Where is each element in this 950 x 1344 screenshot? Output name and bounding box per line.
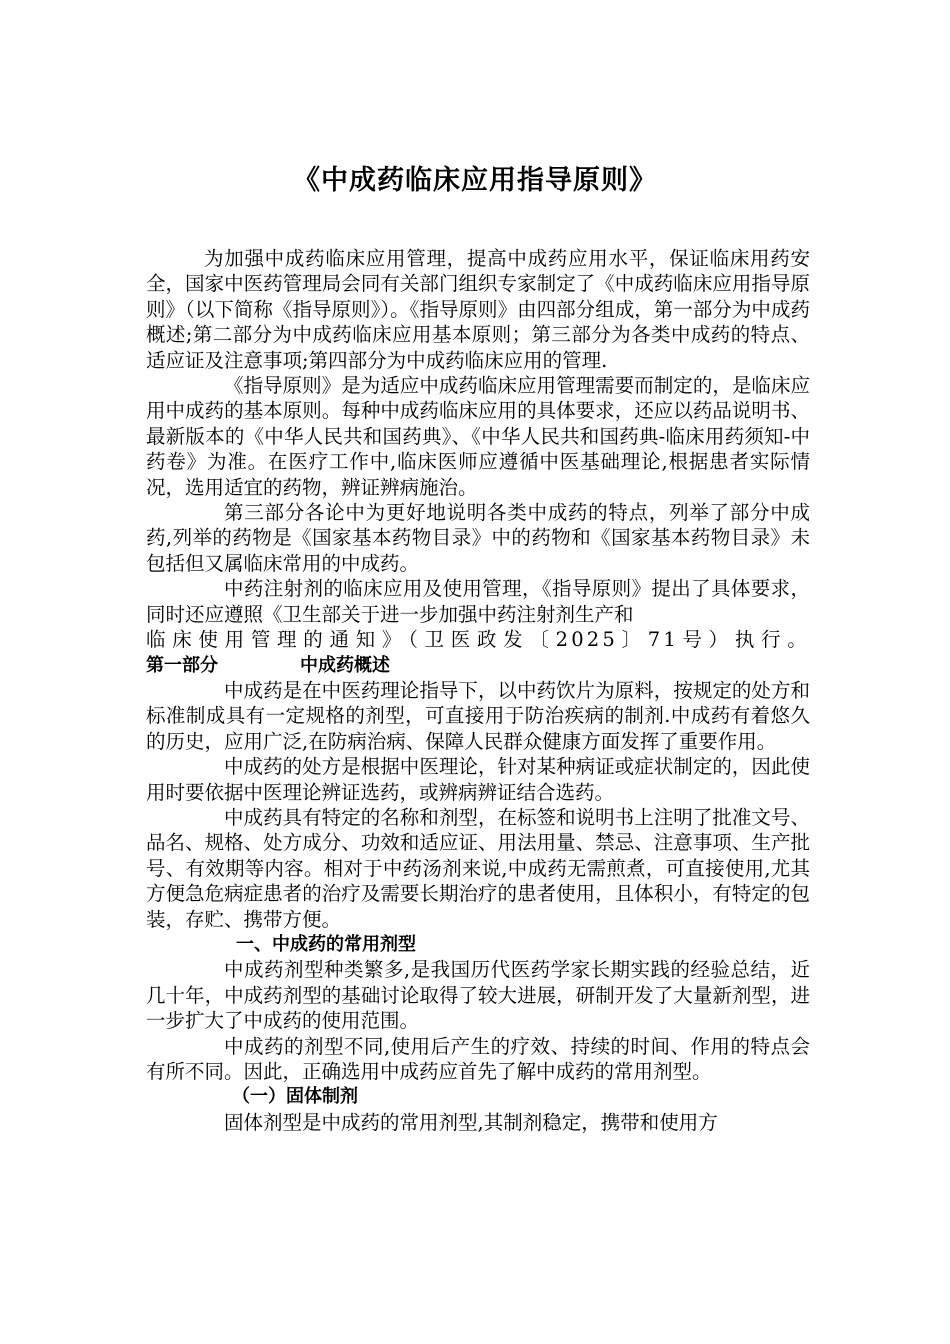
paragraph: 固体剂型是中成药的常用剂型,其制剂稳定，携带和使用方 [224,1110,718,1134]
section-heading: 一、中成药的常用剂型 [236,933,416,955]
paragraph-intro: 为加强中成药临床应用管理，提高中成药应用水平，保证临床用药安全，国家中医药管理局会同有关部门组织专家制定了《中成药临床应用指导原则》（以下简称《指导原则》）。《指导原则》由四部分组成，第一部分为中成药概述;第二部分为中成药临床应用基本原则；第三部分为各类中成药的特点、适应证及注意事项;第四部分为中成药临床应用的管理. [146,247,810,372]
paragraph: 《指导原则》是为适应中成药临床应用管理需要而制定的，是临床应用中成药的基本原则。每种中成药临床应用的具体要求，还应以药品说明书、最新版本的《中华人民共和国药典》、《中华人民共和国药典-临床用药须知-中药卷》为准。在医疗工作中,临床医师应遵循中医基础理论,根据患者实际情况，选用适宜的药物，辨证辨病施治。 [146,374,810,499]
paragraph: 中药注射剂的临床应用及使用管理，《指导原则》提出了具体要求，同时还应遵照《卫生部关于进一步加强中药注射剂生产和 [146,577,810,626]
paragraph: 中成药具有特定的名称和剂型，在标签和说明书上注明了批准文号、品名、规格、处方成分、功效和适应证、用法用量、禁忌、注意事项、生产批号、有效期等内容。相对于中药汤剂来说,中成药无需煎煮，可直接使用,尤其方便急危病症患者的治疗及需要长期治疗的患者使用，且体积小，有特定的包装，存贮、携带方便。 [146,805,810,931]
paragraph: 第三部分各论中为更好地说明各类中成药的特点，列举了部分中成药,列举的药物是《国家基本药物目录》中的药物和《国家基本药物目录》未包括但又属临床常用的中成药。 [146,501,810,575]
subsection-heading: （一）固体制剂 [232,1086,358,1108]
part-number: 第一部分 [146,654,218,676]
paragraph: 中成药是在中医药理论指导下，以中药饮片为原料，按规定的处方和标准制成具有一定规格的剂型，可直接用于防治疾病的制剂.中成药有着悠久的历史，应用广泛,在防病治病、保障人民群众健康方面发挥了重要作用。 [146,678,810,753]
part-name: 中成药概述 [300,654,390,676]
paragraph: 中成药的剂型不同,使用后产生的疗效、持续的时间、作用的特点会有所不同。因此，正确选用中成药应首先了解中成药的常用剂型。 [146,1034,810,1083]
document-body [146,246,810,1135]
paragraph: 中成药剂型种类繁多,是我国历代医药学家长期实践的经验总结，近几十年，中成药剂型的基础讨论取得了较大进展，研制开发了大量新剂型，进一步扩大了中成药的使用范围。 [146,958,810,1033]
paragraph: 中成药的处方是根据中医理论，针对某种病证或症状制定的，因此使用时要依据中医理论辨证选药，或辨病辨证结合选药。 [146,755,810,804]
part-heading [146,653,810,678]
document-title: 《中成药临床应用指导原则》 [293,165,657,196]
paragraph-justified-line: 临床使用管理的通知》（卫医政发〔2025〕71号）执行。 [146,628,810,652]
